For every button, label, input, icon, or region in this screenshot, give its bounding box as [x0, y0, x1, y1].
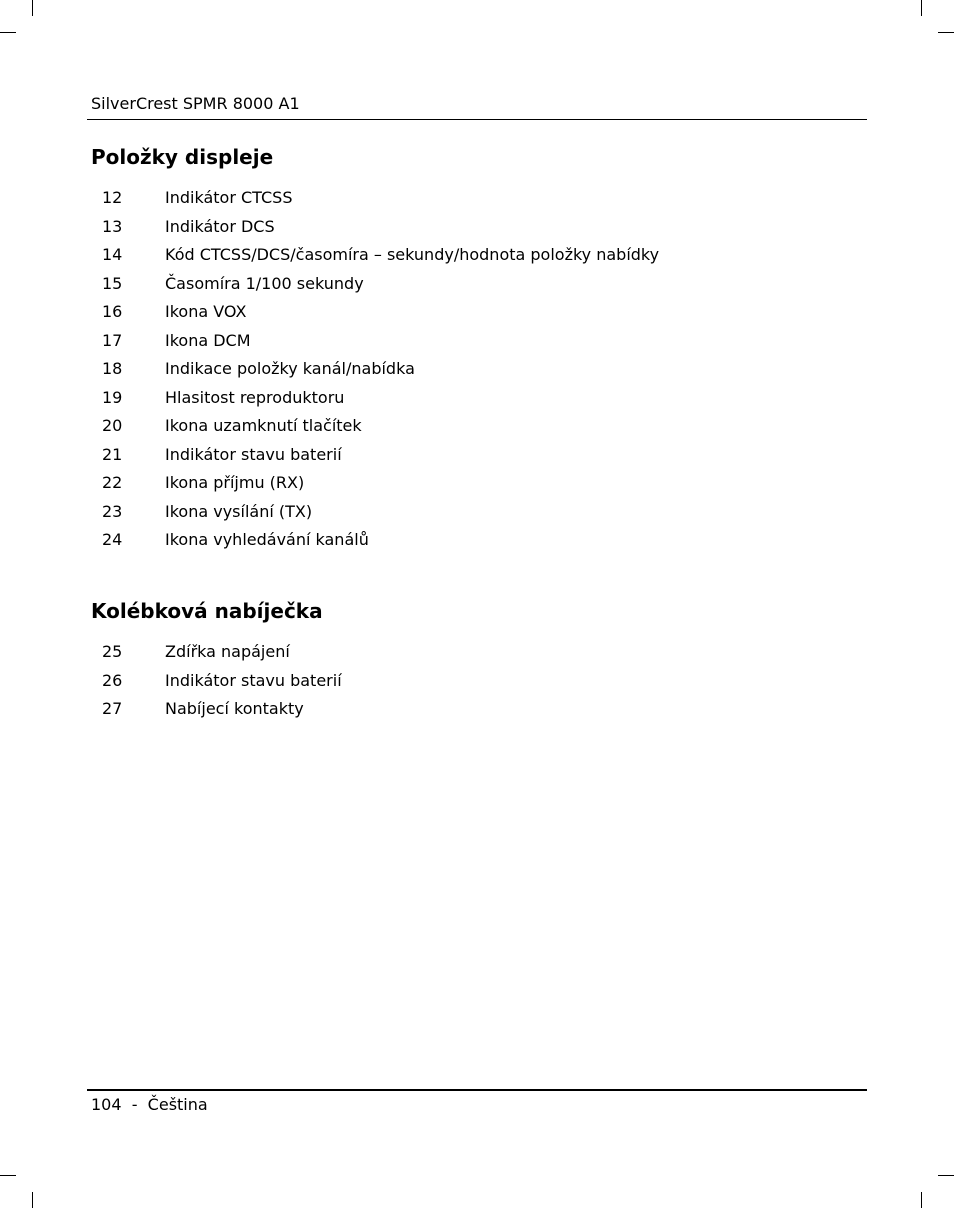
item-label: Indikátor DCS	[165, 216, 275, 236]
running-header: SilverCrest SPMR 8000 A1	[91, 94, 300, 113]
item-label: Ikona vyhledávání kanálů	[165, 530, 369, 549]
item-number: 23	[102, 501, 123, 521]
list-item	[87, 217, 827, 246]
page-number: 104	[91, 1095, 122, 1114]
item-number: 21	[102, 444, 123, 464]
list-item	[87, 331, 827, 360]
section-heading-display-items: Položky displeje	[91, 145, 274, 169]
item-number: 19	[102, 387, 123, 407]
list-item	[87, 502, 827, 531]
item-label: Nabíjecí kontakty	[165, 699, 304, 718]
footer-separator: -	[131, 1095, 138, 1114]
item-number: 27	[102, 699, 123, 718]
item-label: Ikona vysílání (TX)	[165, 501, 313, 521]
header-rule	[87, 119, 867, 120]
list-item	[87, 302, 827, 331]
item-number: 14	[102, 245, 123, 264]
item-number: 25	[102, 642, 123, 661]
item-number: 15	[102, 273, 123, 293]
crop-mark	[0, 1175, 16, 1176]
item-number: 22	[102, 473, 123, 492]
item-label: Indikátor CTCSS	[165, 188, 293, 207]
crop-mark	[938, 1175, 954, 1176]
item-label: Ikona DCM	[165, 330, 251, 350]
crop-mark	[921, 0, 922, 16]
list-item	[87, 416, 827, 445]
item-number: 17	[102, 330, 123, 350]
crop-mark	[0, 32, 16, 33]
item-label: Časomíra 1/100 sekundy	[165, 273, 364, 293]
crop-mark	[938, 32, 954, 33]
item-number: 18	[102, 359, 123, 378]
item-label: Indikátor stavu baterií	[165, 444, 342, 464]
item-label: Ikona uzamknutí tlačítek	[165, 416, 362, 435]
item-number: 20	[102, 416, 123, 435]
footer-rule	[87, 1089, 867, 1091]
item-label: Ikona VOX	[165, 302, 247, 321]
footer-language: Čeština	[147, 1095, 208, 1114]
list-item	[87, 473, 827, 502]
list-item	[87, 699, 827, 728]
item-number: 13	[102, 216, 123, 236]
item-label: Ikona příjmu (RX)	[165, 473, 305, 492]
item-label: Kód CTCSS/DCS/časomíra – sekundy/hodnota položky nabídky	[165, 245, 660, 264]
list-item	[87, 388, 827, 417]
list-item	[87, 188, 827, 217]
section-heading-charging-cradle: Kolébková nabíječka	[91, 599, 323, 623]
list-item	[87, 245, 827, 274]
charging-cradle-list	[87, 642, 827, 728]
item-number: 26	[102, 670, 123, 690]
list-item	[87, 274, 827, 303]
list-item	[87, 642, 827, 671]
page-footer	[91, 1095, 208, 1115]
list-item	[87, 445, 827, 474]
item-label: Indikátor stavu baterií	[165, 670, 342, 690]
list-item	[87, 359, 827, 388]
crop-mark	[32, 1192, 33, 1208]
list-item	[87, 530, 827, 559]
item-label: Zdířka napájení	[165, 642, 290, 661]
item-number: 12	[102, 188, 123, 207]
item-number: 16	[102, 302, 123, 321]
display-items-list	[87, 188, 827, 559]
list-item	[87, 671, 827, 700]
item-label: Hlasitost reproduktoru	[165, 387, 345, 407]
crop-mark	[32, 0, 33, 16]
item-label: Indikace položky kanál/nabídka	[165, 359, 415, 378]
item-number: 24	[102, 530, 123, 549]
crop-mark	[921, 1192, 922, 1208]
